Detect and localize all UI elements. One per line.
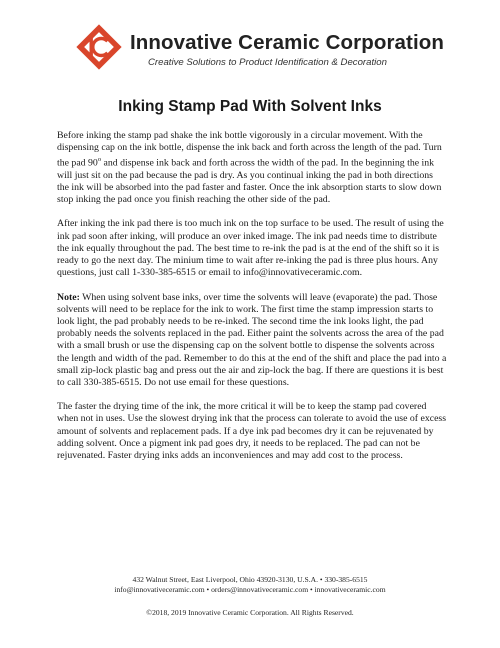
note-text: When using solvent base inks, over time the solvents will leave (evaporate) the pad. Those solvents will need to be replace for the ink to work. The first time the stamp impression starts to look light, the pad probably needs to be re-inked. The second time the ink looks light, the pad probably needs the solvents replaced in the pad. Either paint the solvents across the area of the pad with a small brush or use the dispensing cap on the solvent bottle to dispense the solvents across the length and width of the pad. Remember to do this at the end of the shift and place the pad into a small zip-lock plastic bag and press out the air and zip-lock the bag. If there are questions it is best to call 330-385-6515. Do not use email for these questions.: [57, 291, 447, 388]
company-logo-icon: [74, 22, 124, 72]
paragraph-1-text-end: and dispense ink back and forth across the width of the pad. In the beginning the ink will just sit on the pad because the pad is dry. As you continual inking the pad in both directions the ink will be absorbed into the pad faster and faster. Once the ink absorption starts to slow down stop inking the pad once you finish reaching the other side of the pad.: [57, 157, 442, 206]
note-label: Note:: [57, 291, 80, 303]
letterhead: [74, 22, 444, 78]
paragraph-1-text-start: Before inking the stamp pad shake the ink bottle vigorously in a circular movement. With the dispensing cap on the ink bottle, dispense the ink back and forth across the length of the pad. Turn the pad 90: [57, 130, 442, 169]
paragraph-note: [57, 292, 447, 390]
company-name: Innovative Ceramic Corporation: [130, 31, 444, 54]
paragraph-drying-time: The faster the drying time of the ink, the more critical it will be to keep the stamp pad covered when not in uses. Use the slowest drying ink that the process can tolerate to avoid the use of excess amount of solvents and replacement pads. If a dye ink pad becomes dry it can be rejuvenated by adding solvent. Once a pigment ink pad goes dry, it needs to be replaced. The pad can not be rejuvenated. Faster drying inks adds an inconveniences and may add cost to the process.: [57, 401, 447, 461]
company-tagline: Creative Solutions to Product Identification & Decoration: [148, 57, 387, 68]
footer-copyright: ©2018, 2019 Innovative Ceramic Corporation. All Rights Reserved.: [146, 608, 354, 617]
footer-emails: info@innovativeceramic.com • orders@innovativeceramic.com • innovativeceramic.com: [114, 585, 386, 594]
paragraph-inking-procedure: [57, 130, 447, 206]
footer-address: 432 Walnut Street, East Liverpool, Ohio 43920-3130, U.S.A. • 330-385-6515: [132, 575, 368, 584]
degree-symbol: o: [97, 156, 102, 164]
document-body: [57, 130, 447, 474]
paragraph-after-inking: After inking the ink pad there is too much ink on the top surface to be used. The result of using the ink pad soon after inking, will produce an over inked image. The ink pad needs time to distribute the ink equally throughout the pad. The best time to re-ink the pad is at the end of the shift so it is ready to go the next day. The minium time to wait after re-inking the pad is three plus hours. Any questions, just call 1-330-385-6515 or email to info@innovativeceramic.com.: [57, 218, 444, 279]
page-title: Inking Stamp Pad With Solvent Inks: [118, 98, 382, 115]
